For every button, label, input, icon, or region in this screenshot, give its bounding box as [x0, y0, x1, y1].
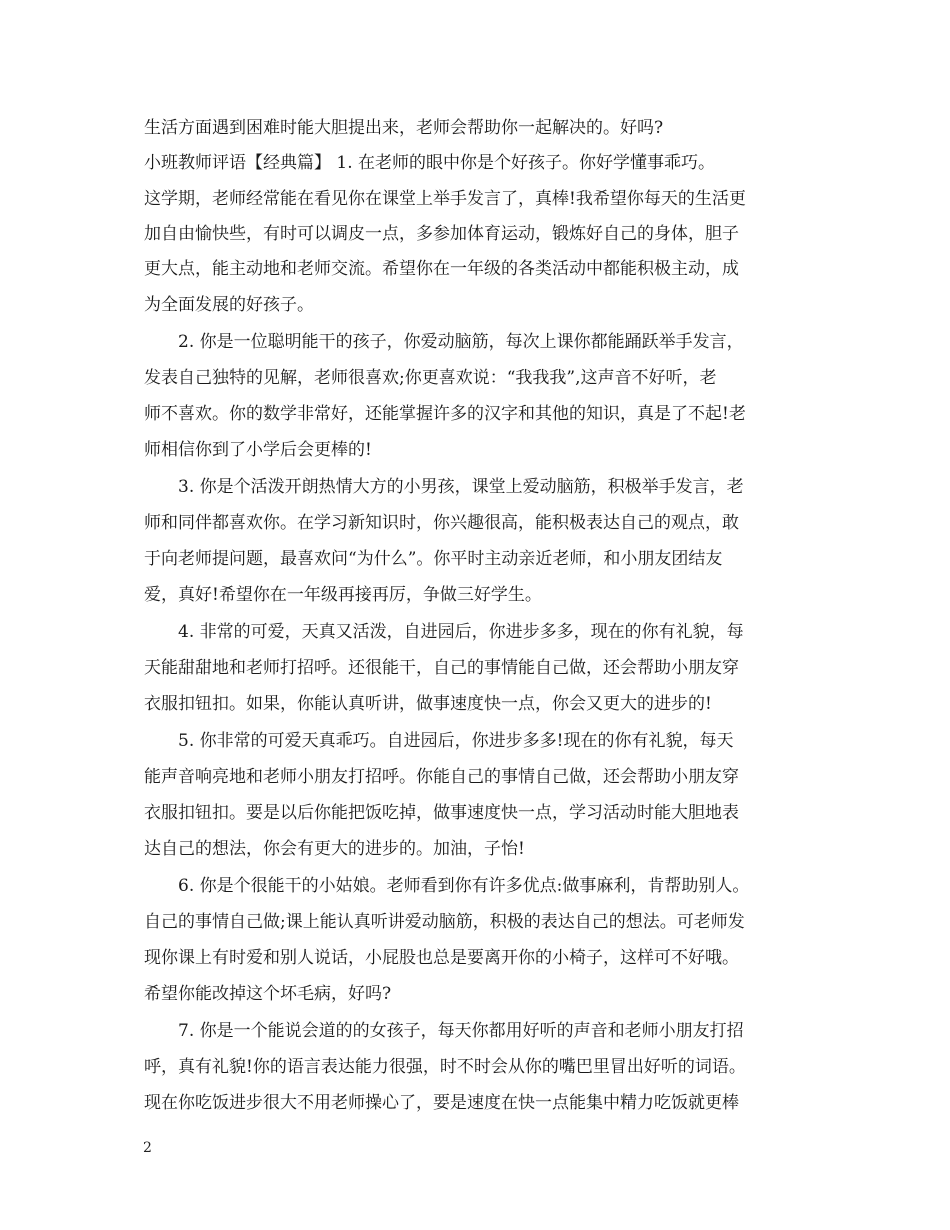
text-line: 这学期，老师经常能在看见你在课堂上举手发言了，真棒!我希望你每天的生活更 [144, 189, 746, 209]
text-line: 希望你能改掉这个坏毛病，好吗? [144, 984, 392, 1004]
text-line: 更大点，能主动地和老师交流。希望你在一年级的各类活动中都能积极主动，成 [144, 259, 739, 279]
text-line: 现在你吃饭进步很大不用老师操心了，要是速度在快一点能集中精力吃饭就更棒 [144, 1093, 739, 1113]
text-line: 6. 你是个很能干的小姑娘。老师看到你有许多优点:做事麻利，肯帮助别人。 [178, 876, 750, 896]
text-line: 呼，真有礼貌!你的语言表达能力很强，时不时会从你的嘴巴里冒出好听的词语。 [144, 1057, 746, 1077]
text-line: 于向老师提问题，最喜欢问“为什么”。你平时主动亲近老师，和小朋友团结友 [144, 549, 723, 569]
text-line: 加自由愉快些，有时可以调皮一点，多参加体育运动，锻炼好自己的身体，胆子 [144, 224, 739, 244]
text-line: 师不喜欢。你的数学非常好，还能掌握许多的汉字和其他的知识，真是了不起!老 [144, 404, 746, 424]
text-line: 7. 你是一个能说会道的的女孩子，每天你都用好听的声音和老师小朋友打招 [178, 1021, 744, 1041]
text-line: 小班教师评语【经典篇】 1. 在老师的眼中你是个好孩子。你好学懂事乖巧。 [144, 153, 716, 173]
text-line: 天能甜甜地和老师打招呼。还很能干，自己的事情能自己做，还会帮助小朋友穿 [144, 658, 739, 678]
text-line: 自己的事情自己做;课上能认真听讲爱动脑筋，积极的表达自己的想法。可老师发 [144, 912, 745, 932]
text-line: 2. 你是一位聪明能干的孩子，你爱动脑筋，每次上课你都能踊跃举手发言， [178, 332, 744, 352]
text-line: 衣服扣钮扣。要是以后你能把饭吃掉，做事速度快一点，学习活动时能大胆地表 [144, 803, 739, 823]
text-line: 4. 非常的可爱，天真又活泼，自进园后，你进步多多，现在的你有礼貌，每 [178, 622, 744, 642]
text-line: 发表自己独特的见解，老师很喜欢;你更喜欢说：“我我我”,这声音不好听，老 [144, 368, 717, 388]
text-line: 能声音响亮地和老师小朋友打招呼。你能自己的事情自己做，还会帮助小朋友穿 [144, 767, 739, 787]
text-line: 师和同伴都喜欢你。在学习新知识时，你兴趣很高，能积极表达自己的观点，敢 [144, 513, 739, 533]
text-line: 达自己的想法，你会有更大的进步的。加油，子怡! [144, 839, 525, 859]
text-line: 现你课上有时爱和别人说话，小屁股也总是要离开你的小椅子，这样可不好哦。 [144, 948, 739, 968]
text-line: 为全面发展的好孩子。 [144, 295, 314, 315]
text-line: 5. 你非常的可爱天真乖巧。自进园后，你进步多多!现在的你有礼貌，每天 [178, 731, 734, 751]
text-line: 生活方面遇到困难时能大胆提出来，老师会帮助你一起解决的。好吗? [144, 118, 664, 138]
text-line: 师相信你到了小学后会更棒的! [144, 440, 372, 460]
text-line: 衣服扣钮扣。如果，你能认真听讲，做事速度快一点，你会又更大的进步的! [144, 694, 712, 714]
text-line: 爱，真好!希望你在一年级再接再厉，争做三好学生。 [144, 585, 542, 605]
page-number: 2 [143, 1140, 152, 1156]
text-line: 3. 你是个活泼开朗热情大方的小男孩，课堂上爱动脑筋，积极举手发言，老 [178, 477, 744, 497]
